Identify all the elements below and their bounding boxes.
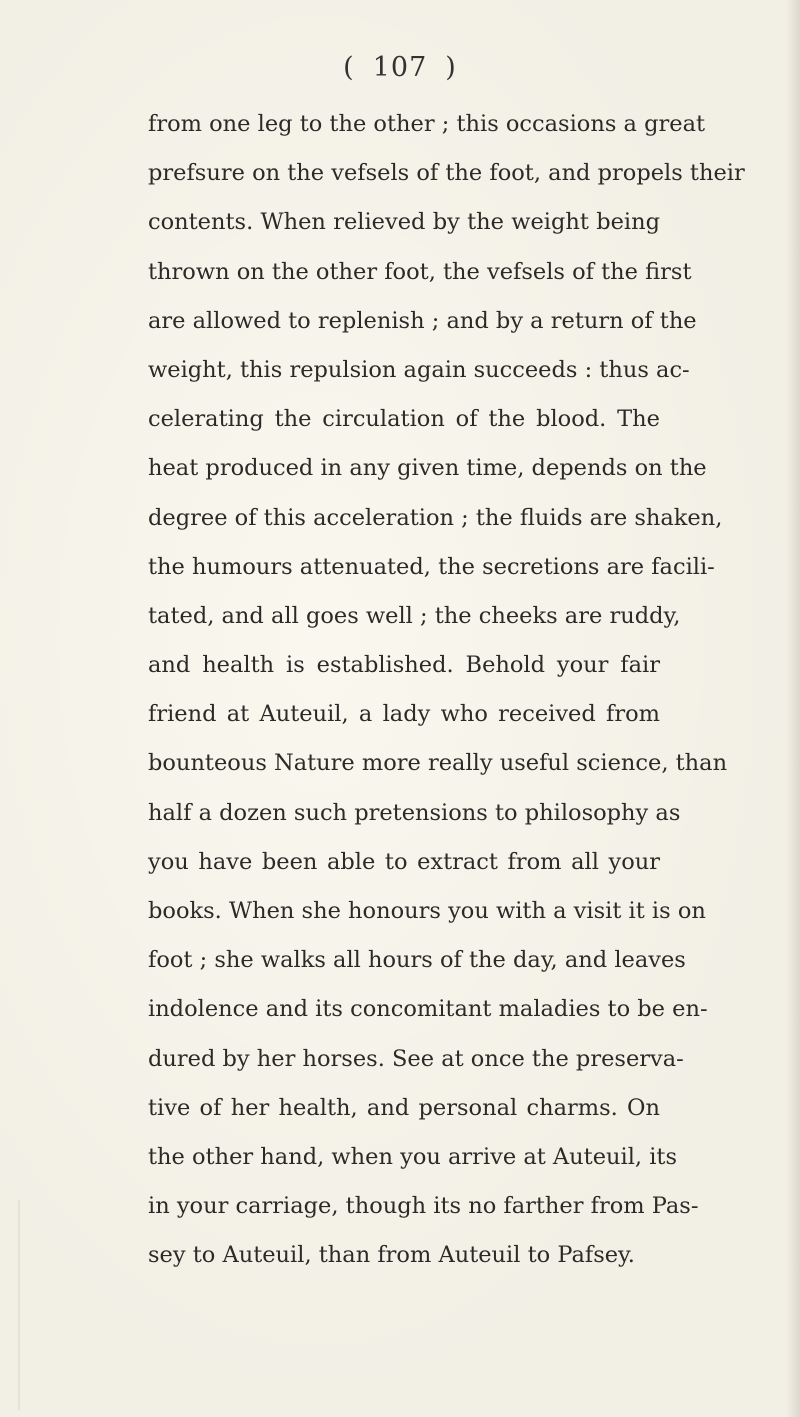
- text-line: thrown on the other foot, the vefsels of the first: [148, 258, 692, 285]
- text-line: indolence and its concomitant maladies to be en-: [148, 996, 708, 1023]
- page-gutter-shadow: [18, 1200, 20, 1410]
- text-line: weight, this repulsion again succeeds : thus ac-: [148, 356, 690, 383]
- text-line: the humours attenuated, the secretions are facili-: [148, 553, 715, 580]
- text-line: friend at Auteuil, a lady who received from: [148, 701, 660, 728]
- text-line: the other hand, when you arrive at Auteuil, its: [148, 1143, 677, 1170]
- page-number-open-paren: (: [343, 52, 355, 83]
- text-line: in your carriage, though its no farther from Pas-: [148, 1193, 699, 1220]
- page-edge-shadow: [786, 0, 800, 1417]
- text-line: foot ; she walks all hours of the day, and leaves: [148, 947, 686, 974]
- text-line: half a dozen such pretensions to philosophy as: [148, 799, 681, 826]
- text-line: from one leg to the other ; this occasions a great: [148, 111, 706, 137]
- text-line: are allowed to replenish ; and by a return of the: [148, 307, 697, 334]
- page-number: [0, 52, 800, 83]
- text-line: tive of her health, and personal charms. On: [148, 1094, 660, 1121]
- text-line: prefsure on the vefsels of the foot, and propels their: [148, 160, 745, 187]
- page-number-close-paren: ): [445, 52, 457, 83]
- text-line: celerating the circulation of the blood. The: [148, 406, 660, 433]
- text-line: and health is established. Behold your fair: [148, 652, 660, 679]
- text-line: dured by her horses. See at once the preserva-: [148, 1045, 684, 1072]
- text-line: contents. When relieved by the weight being: [148, 209, 660, 236]
- text-line: you have been able to extract from all your: [148, 848, 660, 875]
- text-line: tated, and all goes well ; the cheeks are ruddy,: [148, 602, 681, 629]
- text-line: degree of this acceleration ; the fluids are shaken,: [148, 504, 723, 531]
- text-line: sey to Auteuil, than from Auteuil to Pafsey.: [148, 1242, 635, 1269]
- text-line: heat produced in any given time, depends on the: [148, 455, 707, 482]
- body-text: [148, 100, 745, 1281]
- page-number-value: 107: [372, 52, 428, 83]
- text-line: books. When she honours you with a visit it is on: [148, 898, 706, 924]
- text-line: bounteous Nature more really useful science, than: [148, 750, 728, 777]
